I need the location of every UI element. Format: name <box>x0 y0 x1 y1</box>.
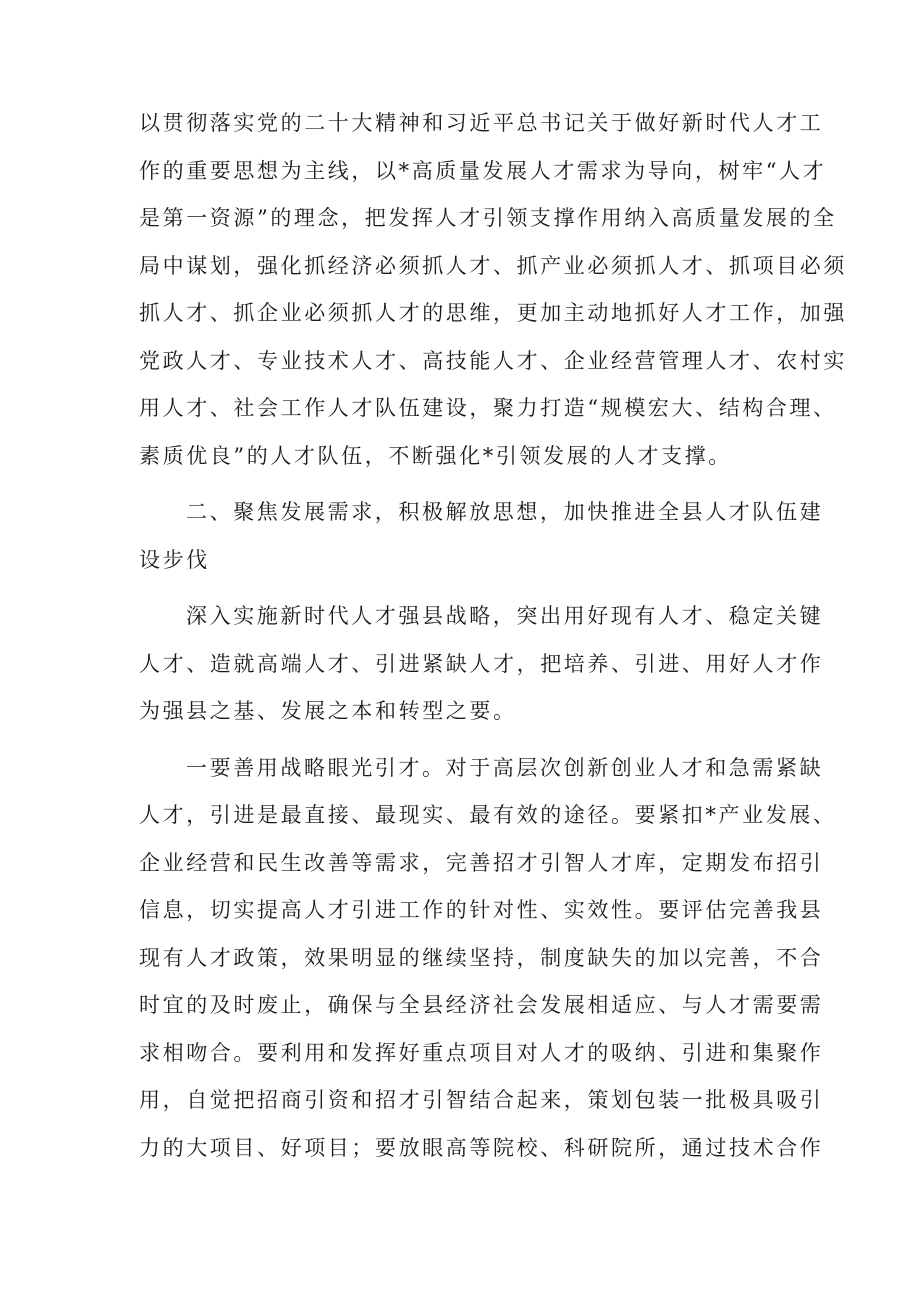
text-line: 一要善用战略眼光引才。对于高层次创新创业人才和急需紧缺 <box>186 755 824 780</box>
text-line: 设步伐 <box>139 547 210 572</box>
text-line: 党政人才、专业技术人才、高技能人才、企业经营管理人才、农村实 <box>139 348 847 373</box>
text-line: 人才、造就高端人才、引进紧缺人才，把培养、引进、用好人才作 <box>139 651 824 676</box>
text-line: 以贯彻落实党的二十大精神和习近平总书记关于做好新时代人才工 <box>139 111 824 135</box>
text-line: 时宜的及时废止，确保与全县经济社会发展相适应、与人才需要需 <box>139 993 824 1017</box>
text-line: 力的大项目、好项目；要放眼高等院校、科研院所，通过技术合作 <box>139 1135 824 1160</box>
text-line: 求相吻合。要利用和发挥好重点项目对人才的吸纳、引进和集聚作 <box>139 1040 824 1065</box>
text-line: 抓人才、抓企业必须抓人才的思维，更加主动地抓好人才工作，加强 <box>139 301 847 325</box>
text-line: 信息，切实提高人才引进工作的针对性、实效性。要评估完善我县 <box>139 898 824 922</box>
text-line: 用，自觉把招商引资和招才引智结合起来，策划包装一批极具吸引 <box>139 1088 824 1112</box>
text-line: 用人才、社会工作人才队伍建设，聚力打造“规模宏大、结构合理、 <box>139 396 837 420</box>
text-line: 深入实施新时代人才强县战略，突出用好现有人才、稳定关键 <box>186 604 824 628</box>
text-line: 作的重要思想为主线，以*高质量发展人才需求为导向，树牢“人才 <box>139 158 827 183</box>
text-line: 人才，引进是最直接、最现实、最有效的途径。要紧扣*产业发展、 <box>139 803 837 827</box>
paragraph-intro <box>139 100 847 480</box>
paragraph-strategy <box>139 593 824 736</box>
text-line: 局中谋划，强化抓经济必须抓人才、抓产业必须抓人才、抓项目必须 <box>139 253 847 278</box>
text-line: 素质优良”的人才队伍，不断强化*引领发展的人才支撑。 <box>139 443 732 468</box>
text-line: 是第一资源”的理念，把发挥人才引领支撑作用纳入高质量发展的全 <box>139 206 837 230</box>
text-line: 现有人才政策，效果明显的继续坚持，制度缺失的加以完善，不合 <box>139 945 824 970</box>
document-body <box>139 100 847 1172</box>
text-line: 企业经营和民生改善等需求，完善招才引智人才库，定期发布招引 <box>139 850 824 875</box>
text-line: 为强县之基、发展之本和转型之要。 <box>139 699 517 723</box>
section-heading <box>139 489 824 584</box>
text-line: 二、聚焦发展需求，积极解放思想，加快推进全县人才队伍建 <box>186 500 824 524</box>
paragraph-recruitment <box>139 745 837 1173</box>
